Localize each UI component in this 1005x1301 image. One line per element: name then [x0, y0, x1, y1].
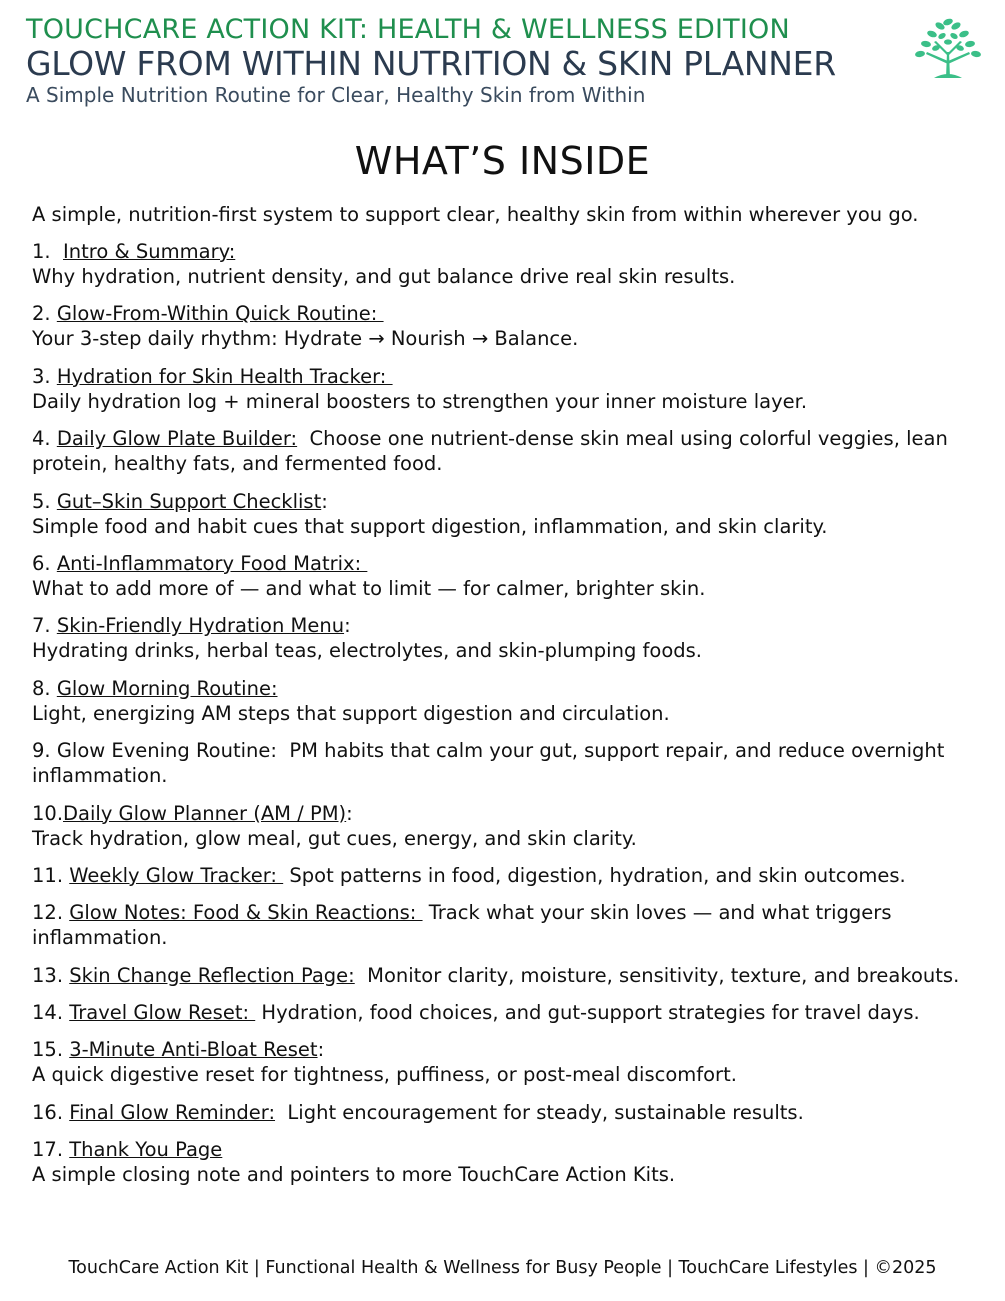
item-heading [32, 301, 987, 326]
item-inline-description: Glow Evening Routine: PM habits that calm your gut, support repair, and reduce overnight inflammation. [32, 739, 951, 788]
item-inline-description: Monitor clarity, moisture, sensitivity, texture, and breakouts. [354, 963, 960, 987]
item-title: Intro & Summary: [63, 240, 236, 263]
item-number: 15. [32, 1038, 70, 1062]
list-item [32, 364, 987, 414]
contents-list [32, 202, 987, 1200]
item-heading [32, 613, 987, 638]
item-number: 10. [32, 801, 64, 825]
item-number: 12. [32, 901, 70, 925]
item-title: Anti-Inflammatory Food Matrix: [56, 551, 368, 575]
intro-text: A simple, nutrition-first system to support clear, healthy skin from within wherever you go. [32, 203, 919, 226]
item-inline-description: : [317, 1038, 325, 1062]
list-item [32, 551, 987, 601]
item-heading [32, 900, 987, 950]
item-title: 3-Minute Anti-Bloat Reset [69, 1038, 318, 1062]
item-title: Daily Glow Plate Builder: [56, 427, 298, 451]
document-header [26, 14, 906, 107]
item-heading [32, 239, 987, 264]
item-number: 13. [32, 963, 70, 987]
item-title: Weekly Glow Tracker: [69, 863, 284, 887]
item-number: 9. [32, 739, 57, 763]
item-title: Daily Glow Planner (AM / PM) [63, 801, 347, 825]
item-description: Simple food and habit cues that support digestion, inflammation, and skin clarity. [32, 514, 828, 538]
tree-logo-icon [912, 12, 984, 82]
item-number: 14. [32, 1001, 70, 1025]
item-description: A quick digestive reset for tightness, puffiness, or post-meal discomfort. [32, 1063, 737, 1087]
item-title: Glow Notes: Food & Skin Reactions: [69, 901, 423, 925]
list-item [32, 1137, 987, 1187]
item-number: 5. [32, 489, 57, 513]
list-item [32, 1037, 987, 1087]
list-item [32, 613, 987, 663]
item-number: 3. [32, 364, 57, 388]
item-description: Daily hydration log + mineral boosters to strengthen your inner moisture layer. [32, 389, 808, 413]
item-inline-description: Spot patterns in food, digestion, hydration, and skin outcomes. [283, 863, 906, 887]
item-title: Travel Glow Reset: [69, 1001, 256, 1025]
item-heading [32, 738, 987, 788]
footer: TouchCare Action Kit | Functional Health & Wellness for Busy People | TouchCare Lifestyles | ©2025 [68, 1258, 937, 1278]
list-item [32, 489, 987, 539]
item-number: 6. [32, 551, 57, 575]
kit-title: TOUCHCARE ACTION KIT: HEALTH & WELLNESS EDITION [26, 14, 790, 45]
item-description: Why hydration, nutrient density, and gut balance drive real skin results. [32, 265, 736, 288]
item-number: 7. [32, 614, 57, 638]
item-heading [32, 364, 987, 389]
item-heading [32, 489, 987, 514]
item-description: Your 3-step daily rhythm: Hydrate → Nourish → Balance. [32, 327, 579, 351]
item-inline-description: Track what your skin loves — and what triggers inflammation. [32, 901, 898, 950]
list-item [32, 1100, 987, 1125]
item-heading [32, 426, 987, 476]
item-heading [32, 1000, 987, 1025]
item-number: 16. [32, 1100, 70, 1124]
item-heading [32, 1037, 987, 1062]
item-inline-description: : [344, 614, 351, 638]
item-heading [32, 1100, 987, 1125]
planner-title: GLOW FROM WITHIN NUTRITION & SKIN PLANNER [26, 44, 836, 83]
item-title: Skin Change Reflection Page: [69, 963, 355, 987]
item-inline-description: Choose one nutrient-dense skin meal using colorful veggies, lean protein, healthy fats, and fermented food. [32, 427, 955, 476]
item-title: Final Glow Reminder: [69, 1100, 276, 1124]
item-heading [32, 863, 987, 888]
item-title: Hydration for Skin Health Tracker: [56, 364, 393, 388]
item-description: A simple closing note and pointers to more TouchCare Action Kits. [32, 1163, 676, 1187]
item-title: Gut–Skin Support Checklist [56, 489, 322, 513]
list-item [32, 676, 987, 726]
item-description: Track hydration, glow meal, gut cues, energy, and skin clarity. [32, 826, 637, 850]
list-item [32, 1000, 987, 1025]
list-item [32, 426, 987, 476]
item-heading [32, 963, 987, 988]
item-heading [32, 1137, 987, 1162]
list-item [32, 738, 987, 788]
list-item [32, 863, 987, 888]
section-title: WHAT’S INSIDE [354, 139, 651, 183]
item-heading [32, 801, 987, 826]
item-inline-description: Light encouragement for steady, sustainable results. [275, 1100, 804, 1124]
item-inline-description: : [321, 489, 328, 513]
item-number: 2. [32, 302, 57, 326]
item-description: What to add more of — and what to limit — for calmer, brighter skin. [32, 576, 706, 600]
item-inline-description: : [346, 801, 353, 825]
item-title: Thank You Page [69, 1138, 223, 1162]
item-inline-description: Hydration, food choices, and gut-support strategies for travel days. [255, 1001, 920, 1025]
list-item [32, 301, 987, 351]
item-number: 17. [32, 1138, 70, 1162]
item-description: Hydrating drinks, herbal teas, electrolytes, and skin-plumping foods. [32, 639, 702, 663]
item-number: 8. [32, 676, 57, 700]
item-title: Glow Morning Routine: [56, 676, 278, 700]
item-heading [32, 676, 987, 701]
item-number: 11. [32, 863, 70, 887]
list-item [32, 963, 987, 988]
item-description: Light, energizing AM steps that support digestion and circulation. [32, 701, 670, 725]
tagline: A Simple Nutrition Routine for Clear, Healthy Skin from Within [26, 83, 646, 107]
item-number: 4. [32, 427, 57, 451]
list-item [32, 900, 987, 950]
list-item [32, 801, 987, 851]
item-number: 1. [32, 240, 64, 263]
item-title: Glow-From-Within Quick Routine: [56, 302, 384, 326]
item-heading [32, 551, 987, 576]
item-title: Skin-Friendly Hydration Menu [56, 614, 345, 638]
list-item [32, 239, 987, 289]
